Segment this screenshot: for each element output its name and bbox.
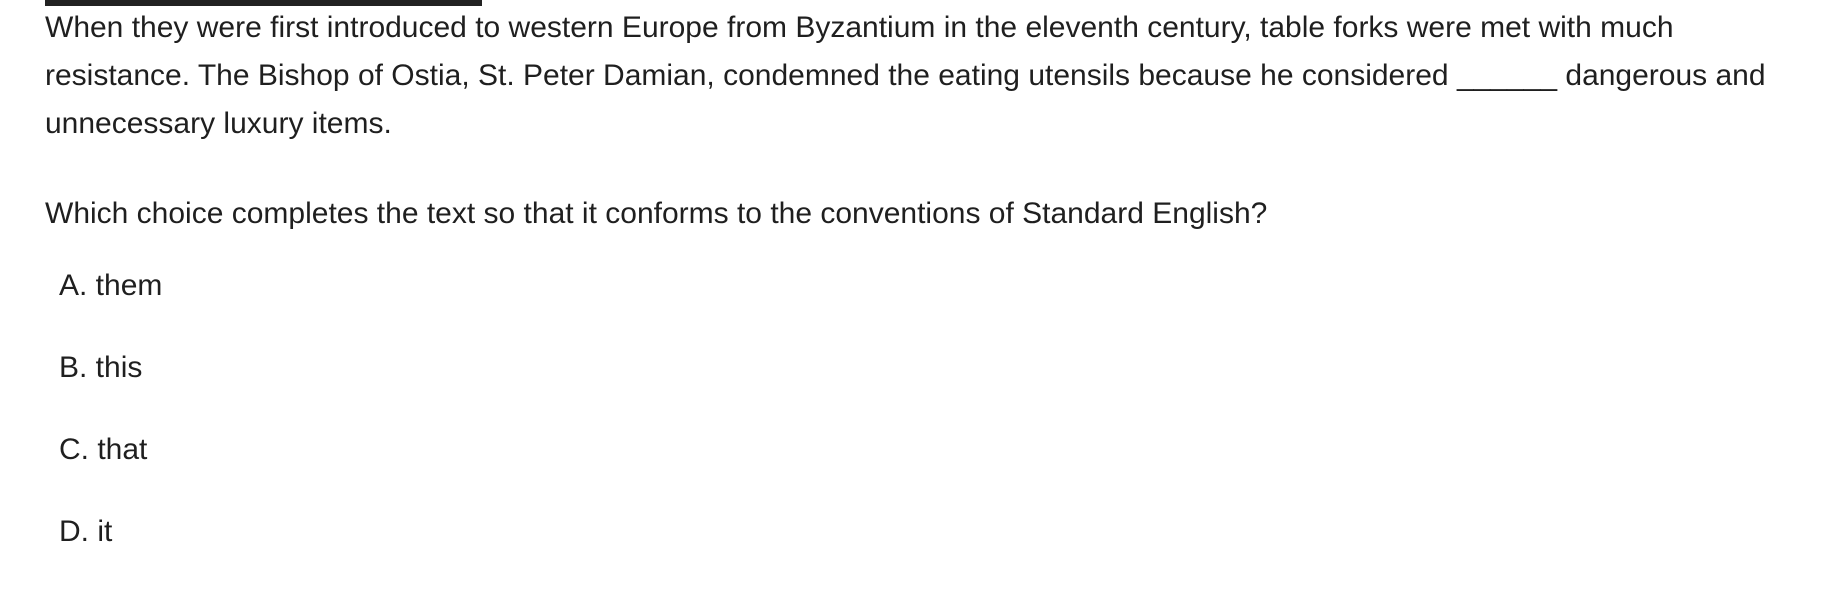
question-prompt: Which choice completes the text so that it conforms to the conventions of Standard English? (45, 197, 1268, 230)
choice-d[interactable]: D. it (59, 515, 113, 548)
answer-choices (59, 262, 162, 590)
choice-b[interactable]: B. this (59, 351, 143, 384)
choice-c[interactable]: C. that (59, 433, 148, 466)
choice-a[interactable]: A. them (59, 269, 163, 302)
passage-before-blank: When they were first introduced to western Europe from Byzantium in the eleventh century, table forks were met with much resistance. The Bishop of Ostia, St. Peter Damian, condemned the eating utensils because he considered (45, 11, 1674, 92)
passage-text (45, 4, 1790, 148)
passage-after-blank: dangerous and unnecessary luxury items. (45, 59, 1766, 140)
passage-blank: ______ (1456, 59, 1558, 92)
